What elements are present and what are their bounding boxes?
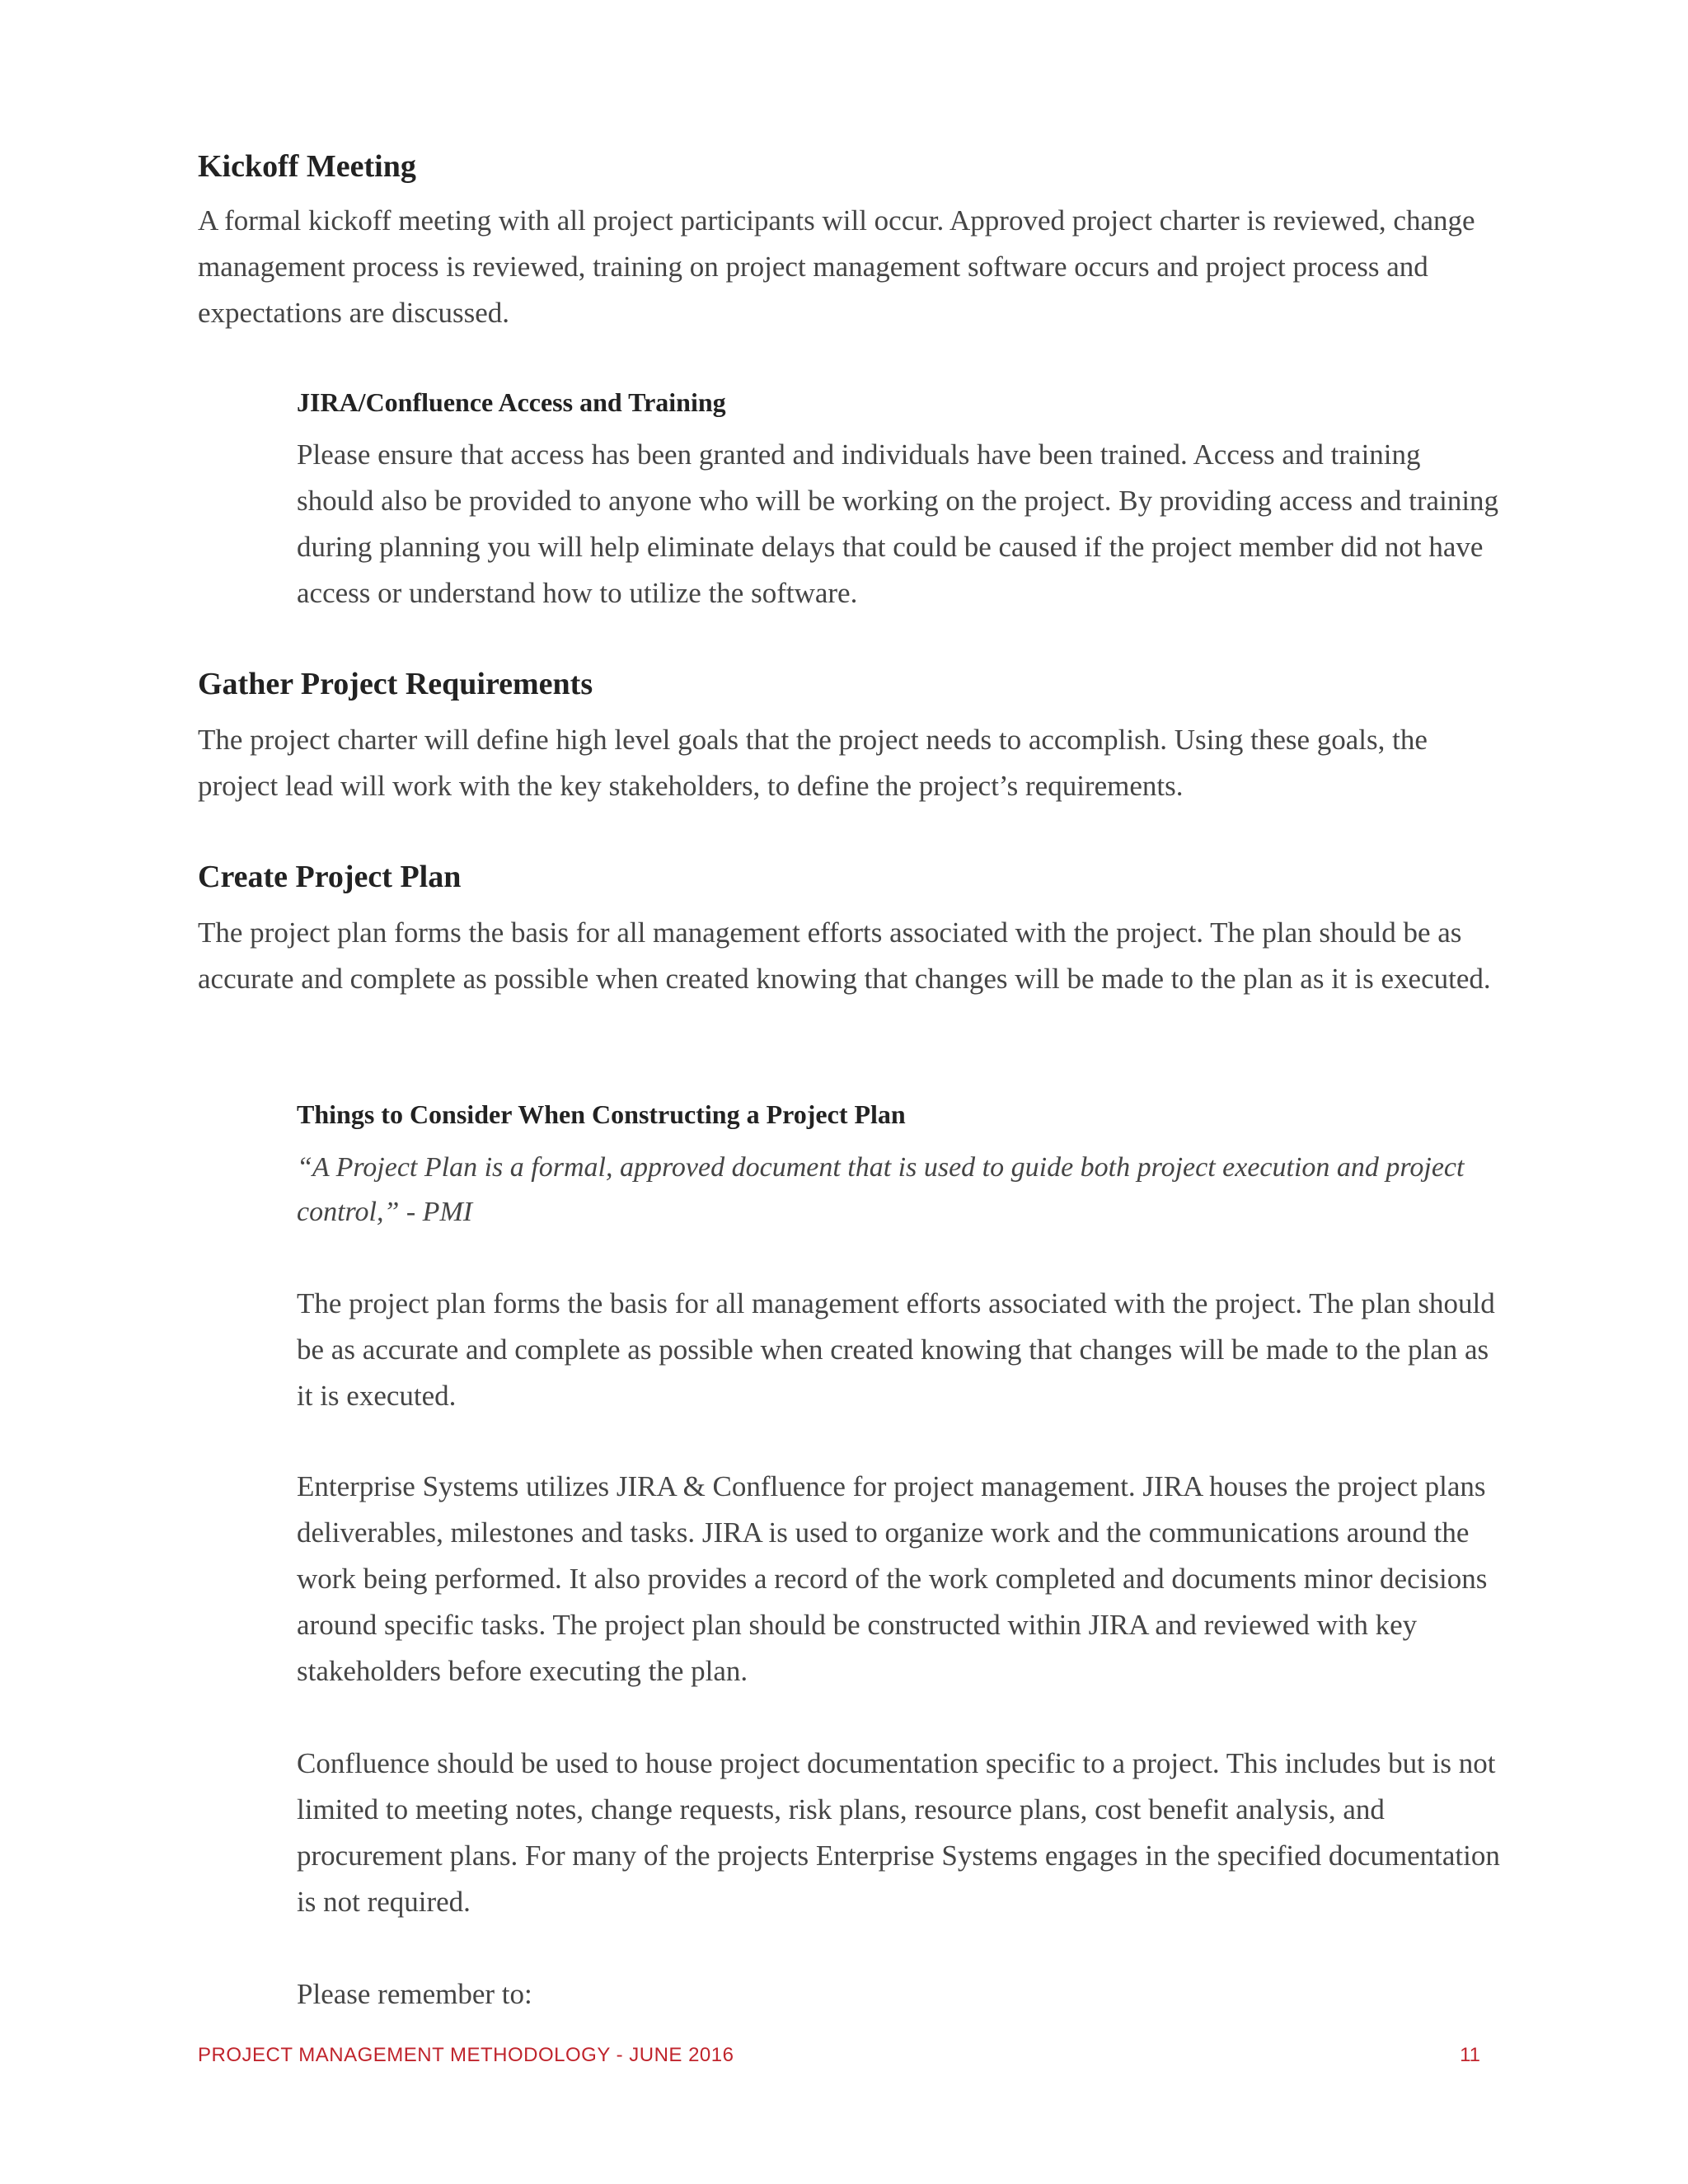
considerations-heading: Things to Consider When Constructing a Project Plan — [297, 1099, 906, 1129]
considerations-para-2: Enterprise Systems utilizes JIRA & Confluence for project management. JIRA houses the project plans deliverables, milestones and tasks. JIRA is used to organize work and the communications around the work being performed. It also provides a record of the work completed and documents minor decisions around specific tasks. The project plan should be constructed within JIRA and reviewed with key stakeholders before executing the plan. — [297, 1470, 1488, 1687]
considerations-para-3: Confluence should be used to house project documentation specific to a project. This includes but is not limited to meeting notes, change requests, risk plans, resource plans, cost benefit analysis, and procurement plans. For many of the projects Enterprise Systems engages in the specified documentation is not required. — [297, 1747, 1500, 1918]
project-plan-heading: Create Project Plan — [198, 860, 462, 894]
considerations-para-1: The project plan forms the basis for all management efforts associated with the project. The plan should be as accurate and complete as possible when created knowing that changes will be made to the plan as it is executed. — [297, 1287, 1495, 1412]
pmi-quote: “A Project Plan is a formal, approved document that is used to guide both project execution and project control,” - PMI — [297, 1152, 1465, 1227]
jira-access-heading: JIRA/Confluence Access and Training — [297, 387, 726, 417]
project-plan-body: The project plan forms the basis for all management efforts associated with the project. The plan should be as accurate and complete as possible when created knowing that changes will be made to the plan as it is executed. — [198, 916, 1491, 995]
jira-access-body: Please ensure that access has been granted and individuals have been trained. Access and training should also be provided to anyone who will be working on the project. By providing access and training during planning you will help eliminate delays that could be caused if the project member did not have access or understand how to utilize the software. — [297, 438, 1499, 609]
requirements-heading: Gather Project Requirements — [198, 667, 593, 701]
requirements-body: The project charter will define high level goals that the project needs to accomplish. Using these goals, the project lead will work with the key stakeholders, to define the project’s requirements. — [198, 724, 1428, 802]
footer-title: PROJECT MANAGEMENT METHODOLOGY - JUNE 2016 — [198, 2044, 734, 2066]
kickoff-heading: Kickoff Meeting — [198, 149, 416, 184]
considerations-para-4: Please remember to: — [297, 1978, 532, 2010]
page-number: 11 — [1460, 2044, 1480, 2066]
kickoff-body: A formal kickoff meeting with all project participants will occur. Approved project charter is reviewed, change management process is reviewed, training on project management software occurs and project process and expectations are discussed. — [198, 204, 1475, 329]
